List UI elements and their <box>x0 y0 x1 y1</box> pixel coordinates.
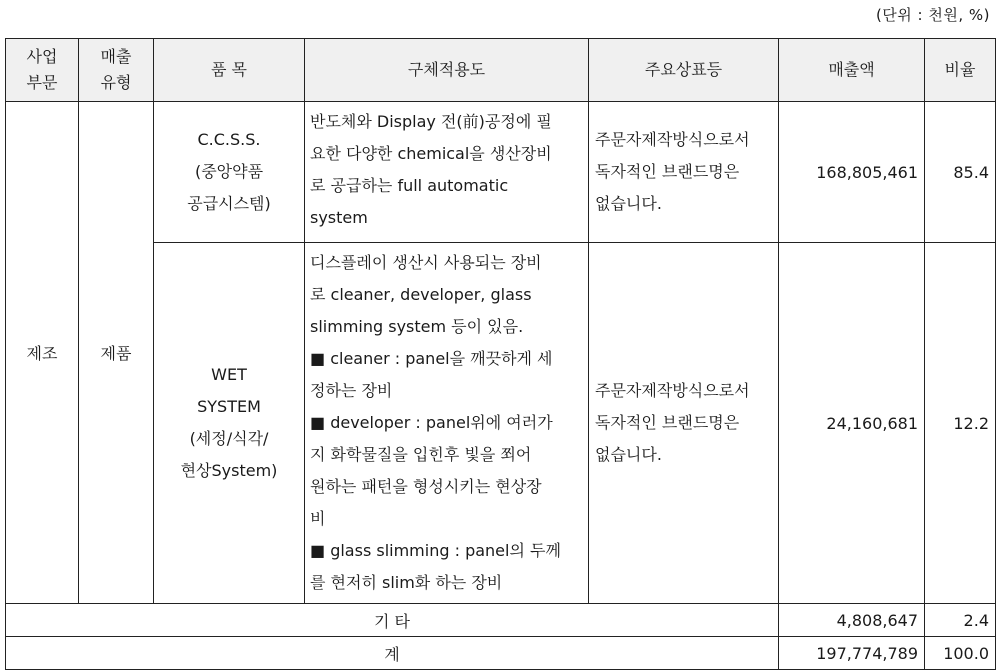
sales-table <box>5 38 996 670</box>
product-name-cell: C.C.S.S. (중앙약품 공급시스템) <box>154 102 305 243</box>
table-row-ccss <box>6 102 996 243</box>
sales-type-cell: 제품 <box>79 102 154 604</box>
ratio-cell: 85.4 <box>925 102 996 243</box>
other-ratio: 2.4 <box>925 604 996 637</box>
table-row-other <box>6 604 996 637</box>
header-type: 매출 유형 <box>79 39 154 102</box>
unit-note: (단위 : 천원, %) <box>875 6 990 24</box>
product-name-cell: WET SYSTEM (세정/식각/ 현상System) <box>154 243 305 604</box>
usage-cell: 반도체와 Display 전(前)공정에 필 요한 다양한 chemical을 생산장비 로 공급하는 full automatic system <box>305 102 589 243</box>
header-ratio: 비율 <box>925 39 996 102</box>
sales-cell: 168,805,461 <box>779 102 925 243</box>
brand-cell: 주문자제작방식으로서 독자적인 브랜드명은 없습니다. <box>589 102 779 243</box>
table-row-wet-system <box>6 243 996 604</box>
header-item: 품 목 <box>154 39 305 102</box>
header-brand: 주요상표등 <box>589 39 779 102</box>
table-row-total <box>6 637 996 670</box>
header-segment: 사업 부문 <box>6 39 79 102</box>
brand-cell: 주문자제작방식으로서 독자적인 브랜드명은 없습니다. <box>589 243 779 604</box>
header-row <box>6 39 996 102</box>
total-sales: 197,774,789 <box>779 637 925 670</box>
header-usage: 구체적용도 <box>305 39 589 102</box>
total-label: 계 <box>6 637 779 670</box>
usage-cell: 디스플레이 생산시 사용되는 장비 로 cleaner, developer, glass slimming system 등이 있음. ■ cleaner : panel을 깨끗하게 세 정하는 장비 ■ developer : panel위에 여러가 지 화학물질을 입힌후 빛을 쬐어 원하는 패턴을 형성시키는 현상장 비 ■ glass slimming : panel의 두께 를 현저히 slim화 하는 장비 <box>305 243 589 604</box>
segment-cell: 제조 <box>6 102 79 604</box>
ratio-cell: 12.2 <box>925 243 996 604</box>
total-ratio: 100.0 <box>925 637 996 670</box>
sales-cell: 24,160,681 <box>779 243 925 604</box>
other-label: 기 타 <box>6 604 779 637</box>
header-sales: 매출액 <box>779 39 925 102</box>
other-sales: 4,808,647 <box>779 604 925 637</box>
